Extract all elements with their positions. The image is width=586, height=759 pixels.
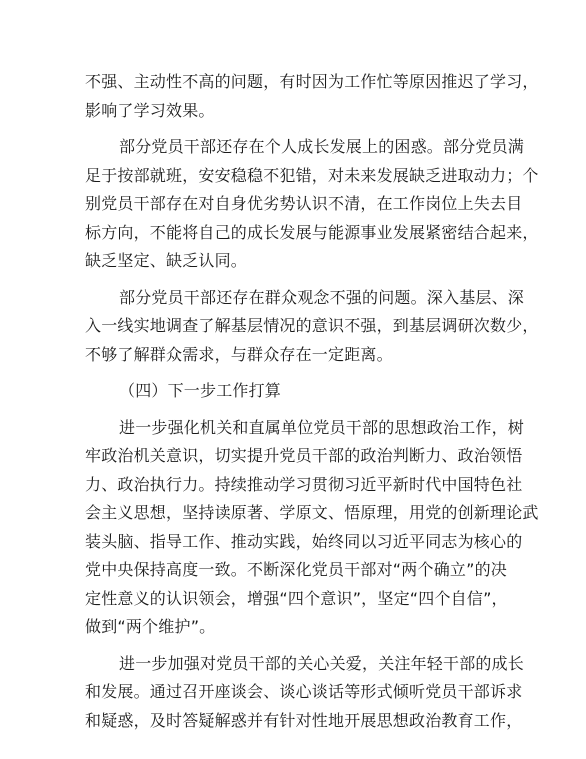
- text-line: 力、政治执行力。持续推动学习贯彻习近平新时代中国特色社: [85, 474, 523, 494]
- section-heading: [85, 377, 505, 406]
- paragraph-1: [85, 68, 539, 125]
- paragraph-5: [85, 650, 525, 736]
- text-line: 装头脑、指导工作、推动实践，始终同以习近平同志为核心的: [85, 531, 523, 551]
- text-line: 做到“两个维护”。: [85, 617, 216, 636]
- text-line: 影响了学习效果。: [85, 100, 215, 120]
- text-line: 不够了解群众需求，与群众存在一定距离。: [85, 344, 393, 364]
- text-line: 缺乏坚定、缺乏认同。: [85, 251, 248, 270]
- paragraph-3: [85, 284, 539, 370]
- text-line: 部分党员干部还存在群众观念不强的问题。深入基层、深: [119, 287, 525, 307]
- text-line: 会主义思想，坚持读原著、学原文、悟原理，用党的创新理论武: [85, 503, 539, 522]
- paragraph-2: [85, 133, 539, 276]
- text-line: 和疑惑，及时答疑解惑并有针对性地开展思想政治教育工作，: [85, 710, 523, 730]
- text-line: 进一步强化机关和直属单位党员干部的思想政治工作，树: [119, 417, 525, 437]
- text-line: 党中央保持高度一致。不断深化党员干部对“两个确立”的决: [85, 560, 507, 579]
- text-line: 足于按部就班，安安稳稳不犯错，对未来发展缺乏进取动力；个: [85, 165, 539, 185]
- paragraph-4: [85, 414, 539, 642]
- heading-text: （四）下一步工作打算: [119, 381, 282, 400]
- text-line: 进一步加强对党员干部的关心关爱，关注年轻干部的成长: [119, 653, 525, 673]
- text-line: 不强、主动性不高的问题，有时因为工作忙等原因推迟了学习，: [85, 72, 539, 91]
- text-line: 和发展。通过召开座谈会、谈心谈话等形式倾听党员干部诉求: [85, 682, 523, 701]
- text-line: 标方向，不能将自己的成长发展与能源事业发展紧密结合起来，: [85, 222, 539, 242]
- text-line: 部分党员干部还存在个人成长发展上的困惑。部分党员满: [119, 137, 525, 156]
- document-body: [85, 68, 539, 743]
- text-line: 入一线实地调查了解基层情况的意识不强，到基层调研次数少，: [85, 316, 539, 335]
- text-line: 牢政治机关意识，切实提升党员干部的政治判断力、政治领悟: [85, 446, 523, 465]
- text-line: 别党员干部存在对自身优劣势认识不清，在工作岗位上失去目: [85, 194, 523, 213]
- text-line: 定性意义的认识领会，增强“四个意识”，坚定“四个自信”，: [85, 588, 508, 608]
